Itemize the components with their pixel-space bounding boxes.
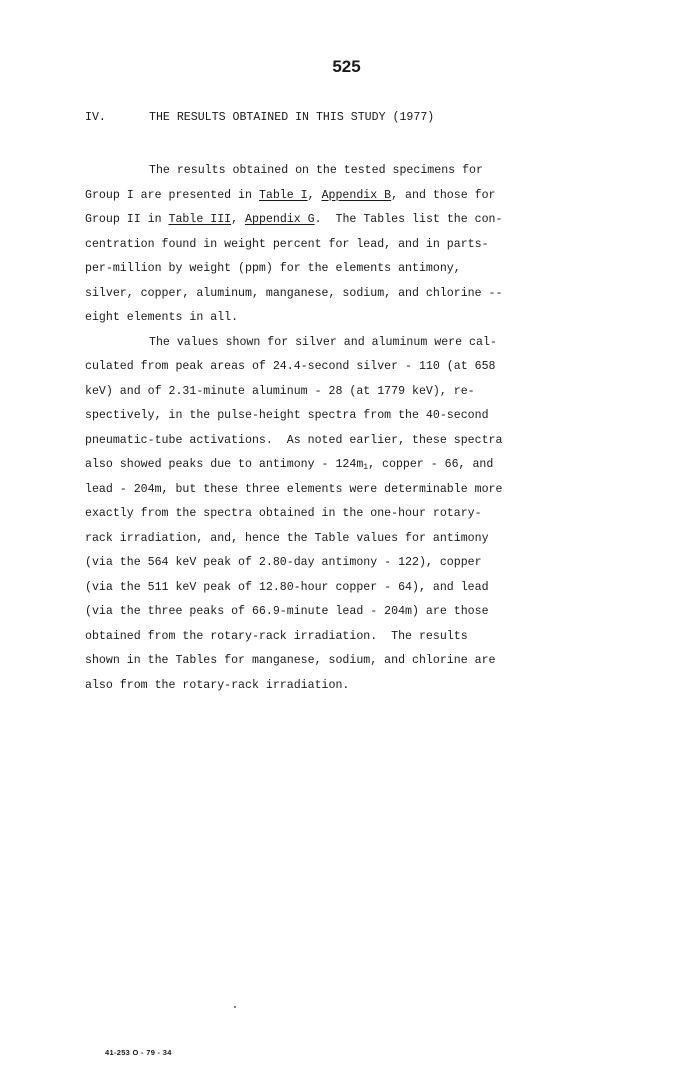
text-segment: obtained from the rotary-rack irradiation. The results bbox=[85, 629, 468, 643]
text-segment: eight elements in all. bbox=[85, 311, 239, 324]
text-segment: (via the three peaks of 66.9-minute lead - 204m) are those bbox=[85, 605, 489, 618]
subscript: 1 bbox=[363, 463, 369, 472]
text-segment: (via the 511 keV peak of 12.80-hour copper - 64), and lead bbox=[85, 580, 489, 594]
text-line bbox=[85, 600, 555, 625]
body-text bbox=[85, 159, 555, 698]
text-line bbox=[85, 306, 555, 331]
section-heading bbox=[85, 111, 645, 124]
section-title: THE RESULTS OBTAINED IN THIS STUDY (1977) bbox=[149, 111, 435, 124]
text-segment: exactly from the spectra obtained in the one-hour rotary- bbox=[85, 507, 482, 520]
text-segment: per-million by weight (ppm) for the elements antimony, bbox=[85, 262, 461, 275]
page-number: 525 bbox=[332, 57, 361, 76]
text-line bbox=[85, 355, 555, 380]
text-segment: (via the 564 keV peak of 2.80-day antimony - 122), copper bbox=[85, 556, 482, 569]
table-reference: Appendix G bbox=[245, 213, 315, 226]
table-reference: Appendix B bbox=[321, 188, 392, 202]
text-line bbox=[85, 404, 555, 429]
text-line bbox=[85, 453, 555, 478]
text-segment: silver, copper, aluminum, manganese, sodium, and chlorine -- bbox=[85, 286, 503, 300]
text-segment: , copper - 66, and bbox=[368, 458, 494, 471]
text-line bbox=[85, 625, 555, 650]
text-segment: culated from peak areas of 24.4-second silver - 110 (at 658 bbox=[85, 360, 496, 373]
text-segment: keV) and of 2.31-minute aluminum - 28 (at 1779 keV), re- bbox=[85, 384, 475, 398]
text-line bbox=[85, 184, 555, 209]
table-reference: Table I bbox=[258, 188, 308, 202]
text-line bbox=[85, 576, 555, 601]
text-line bbox=[85, 551, 555, 576]
text-line bbox=[85, 257, 555, 282]
text-segment: spectively, in the pulse-height spectra from the 40-second bbox=[85, 409, 489, 422]
text-segment: The values shown for silver and aluminum were cal- bbox=[149, 335, 497, 349]
text-segment: pneumatic-tube activations. As noted earlier, these spectra bbox=[85, 433, 503, 447]
text-segment: lead - 204m, but these three elements were determinable more bbox=[85, 482, 503, 496]
table-reference: Table III bbox=[168, 213, 232, 226]
text-line bbox=[85, 649, 555, 674]
text-line bbox=[85, 478, 555, 503]
text-segment: centration found in weight percent for lead, and in parts- bbox=[85, 237, 489, 251]
text-segment: also from the rotary-rack irradiation. bbox=[85, 678, 350, 692]
text-segment: , bbox=[231, 213, 246, 226]
scan-speck bbox=[234, 1006, 236, 1008]
text-line bbox=[85, 380, 555, 405]
text-segment: also showed peaks due to antimony - 124m bbox=[85, 458, 364, 471]
text-line bbox=[85, 331, 555, 356]
text-segment: rack irradiation, and, hence the Table values for antimony bbox=[85, 531, 489, 545]
text-line bbox=[85, 674, 555, 699]
text-line bbox=[85, 429, 555, 454]
text-segment: , and those for bbox=[391, 188, 496, 202]
text-segment: . The Tables list the con- bbox=[314, 213, 503, 226]
section-number: IV. bbox=[85, 111, 106, 124]
text-line bbox=[85, 502, 555, 527]
text-segment: shown in the Tables for manganese, sodium, and chlorine are bbox=[85, 654, 496, 667]
text-segment: , bbox=[307, 188, 322, 202]
text-line bbox=[85, 159, 555, 184]
print-code: 41-253 O - 79 - 34 bbox=[105, 1048, 172, 1057]
text-line bbox=[85, 233, 555, 258]
text-line bbox=[85, 282, 555, 307]
text-segment: Group II in bbox=[85, 213, 169, 226]
text-segment: Group I are presented in bbox=[85, 188, 259, 202]
text-line bbox=[85, 527, 555, 552]
text-segment: The results obtained on the tested specimens for bbox=[149, 164, 483, 177]
text-line bbox=[85, 208, 555, 233]
